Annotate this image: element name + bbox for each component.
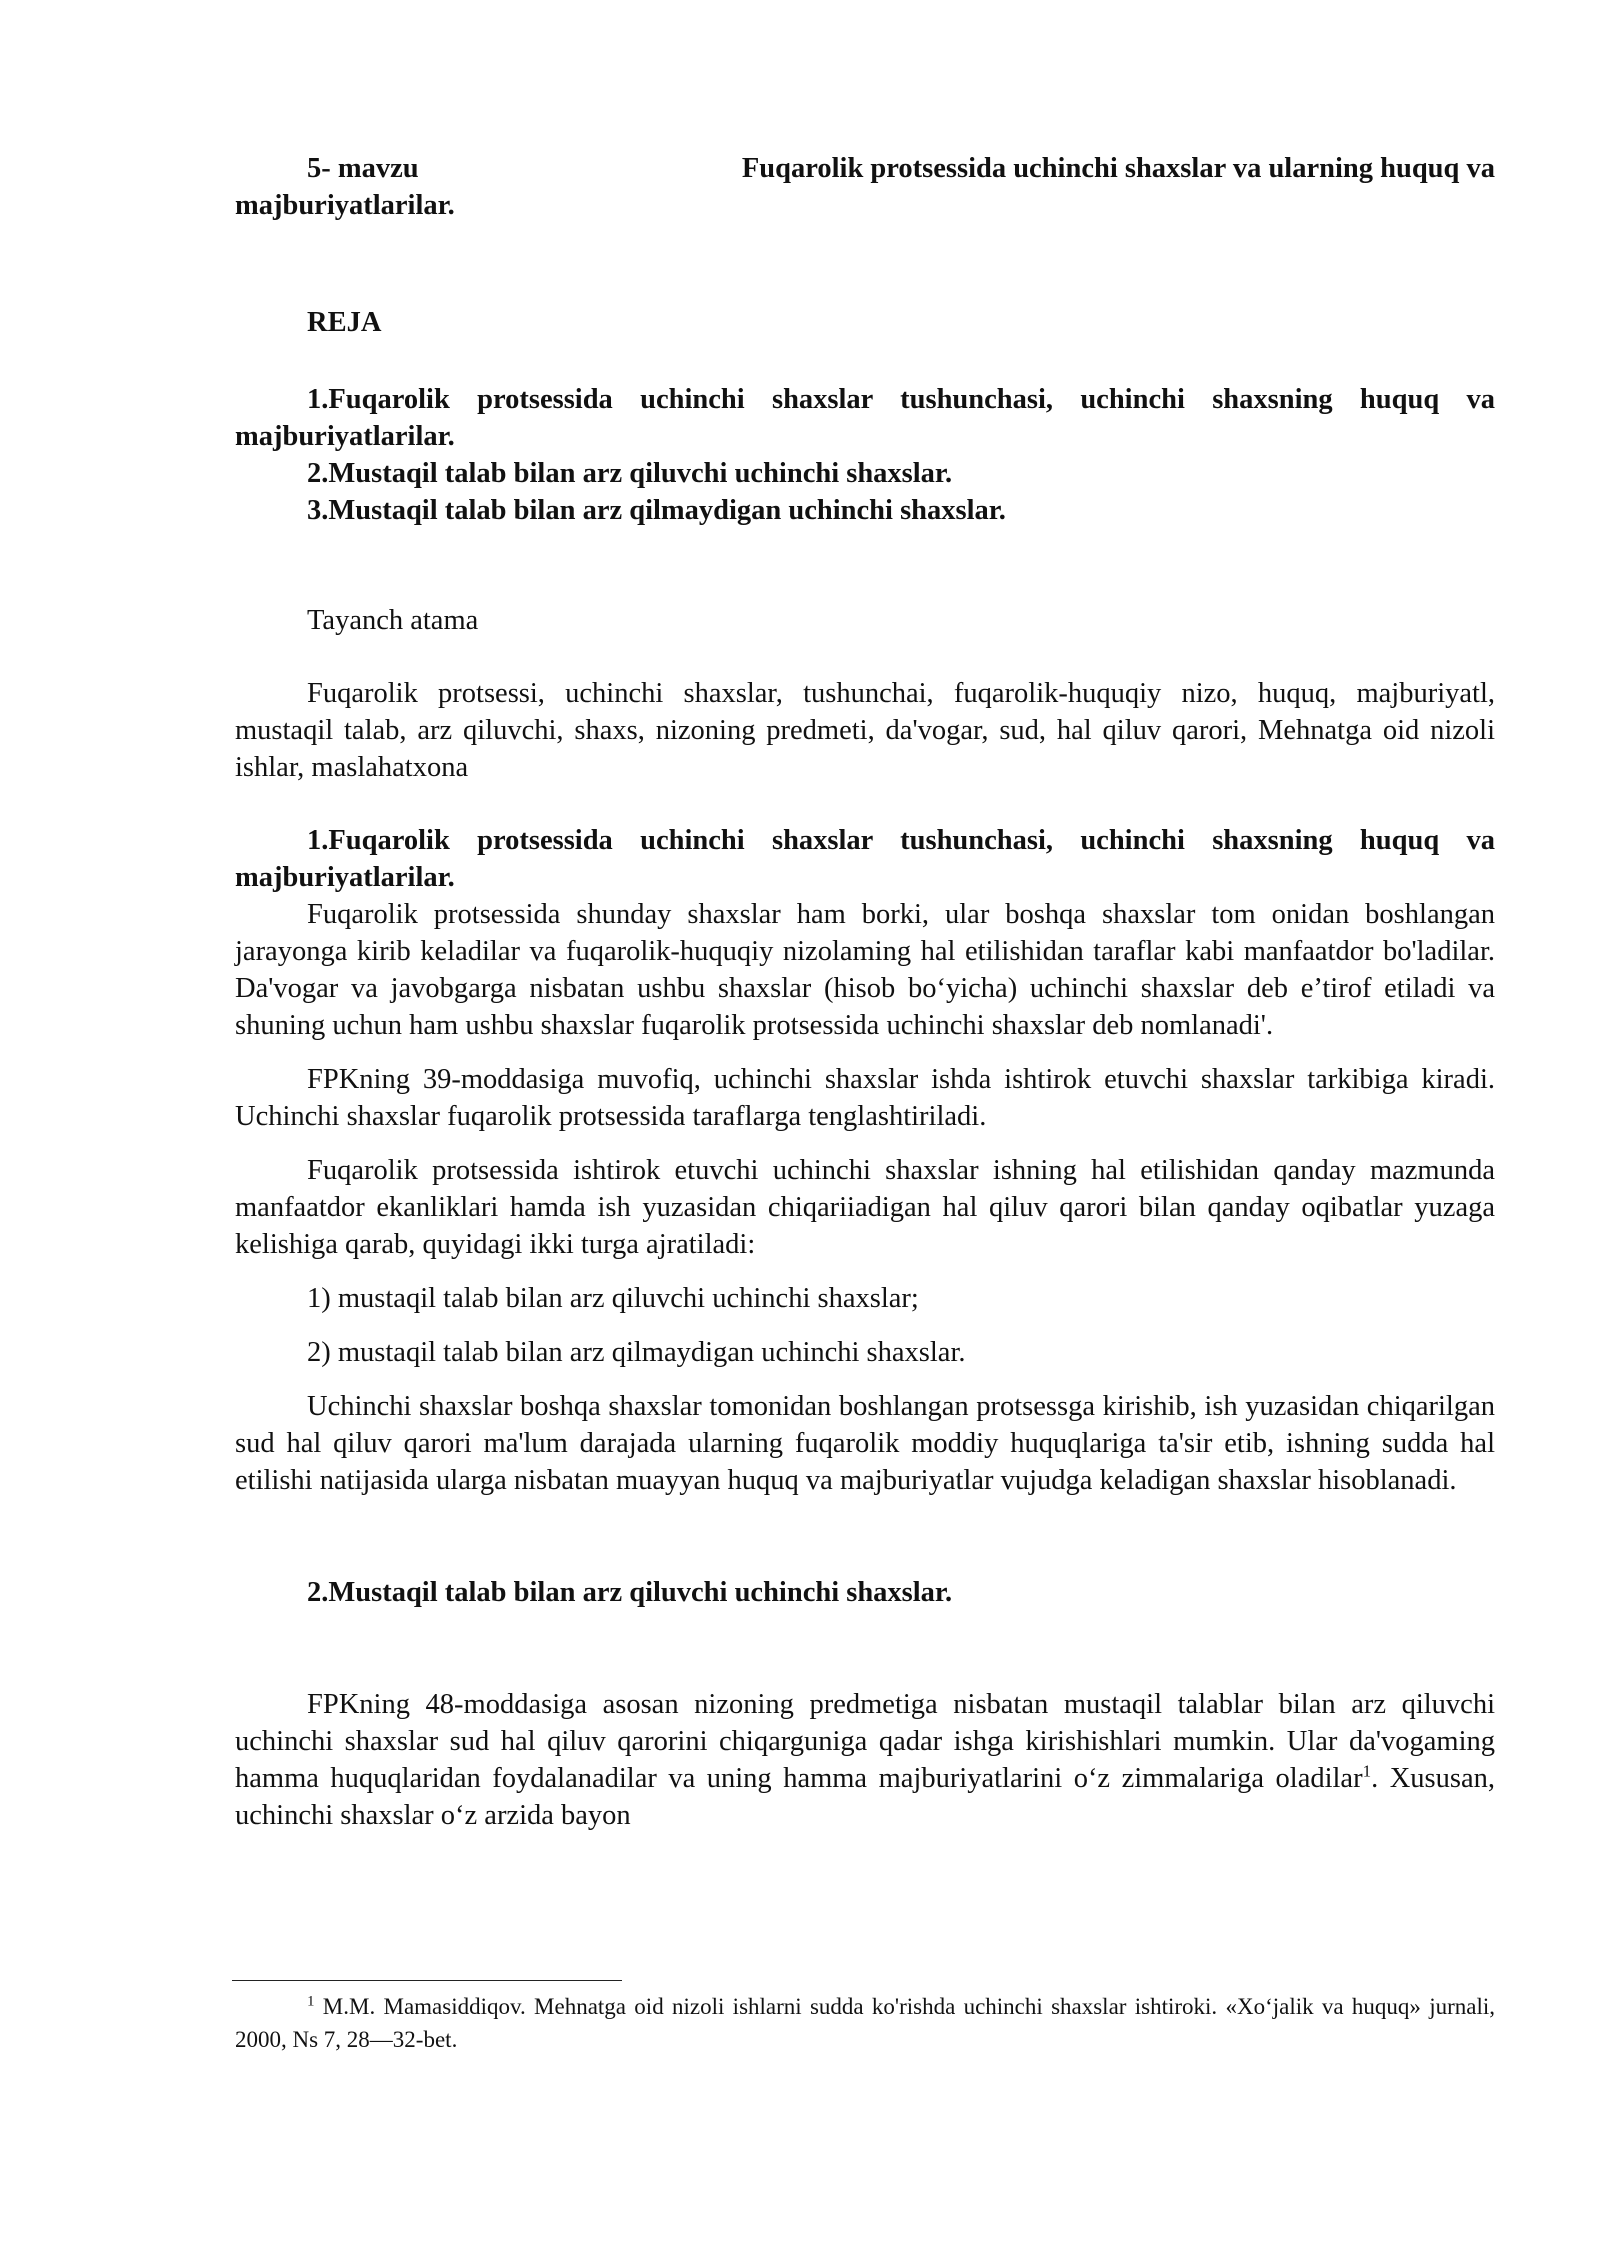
- topic-title-text: Fuqarolik protsessida uchinchi shaxslar va ularning huquq va: [741, 153, 1495, 184]
- section2-text: FPKning 48-moddasiga asosan nizoning predmetiga nisbatan mustaqil talablar bilan arz qiluvchi uchinchi shaxslar sud hal qiluv qarorini chiqarguniga qadar ishga kirishishlari mumkin. Ular da'vogaming hamma huquqlaridan foydalanadilar va uning hamma majburiyatlarini o‘z zimmalariga oladilar: [235, 1689, 1495, 1794]
- plan-item: 3.Mustaqil talab bilan arz qilmaydigan uchinchi shaxslar.: [307, 495, 1006, 526]
- topic-number: 5- mavzu: [307, 153, 419, 184]
- section1-paragraph: Uchinchi shaxslar boshqa shaxslar tomonidan boshlangan protsessga kirishib, ish yuzasidan chiqarilgan sud hal qiluv qarori ma'lum darajada ularning fuqarolik moddiy huquqlariga ta'sir etib, ishning sudda hal etilishi natijasida ularga nisbatan muayyan huquq va majburiyatlar vujudga keladigan shaxslar hisoblanadi.: [235, 1391, 1495, 1496]
- list-item: 2) mustaqil talab bilan arz qilmaydigan uchinchi shaxslar.: [307, 1337, 966, 1368]
- topic-title-continuation: majburiyatlarilar.: [235, 190, 455, 221]
- section2-text: . Xususan, uchinchi shaxslar o‘z arzida bayon: [235, 1763, 1495, 1831]
- plan-list: [235, 381, 1495, 529]
- section1-paragraph: FPKning 39-moddasiga muvofiq, uchinchi shaxslar ishda ishtirok etuvchi shaxslar tarkibiga kiradi. Uchinchi shaxslar fuqarolik protsessida taraflarga tenglashtiriladi.: [235, 1064, 1495, 1132]
- keywords-heading: Tayanch atama: [307, 605, 479, 636]
- section2-paragraph: [235, 1686, 1495, 1834]
- footnote: [235, 1990, 1495, 2056]
- document-page: [235, 150, 1495, 1834]
- section1-heading: 1.Fuqarolik protsessida uchinchi shaxslar tushunchasi, uchinchi shaxsning huquq va majburiyatlarilar.: [235, 825, 1495, 893]
- footnote-reference[interactable]: 1: [1362, 1761, 1372, 1781]
- section2-heading: 2.Mustaqil talab bilan arz qiluvchi uchinchi shaxslar.: [307, 1577, 953, 1608]
- footnote-text: M.M. Mamasiddiqov. Mehnatga oid nizoli ishlarni sudda ko'rishda uchinchi shaxslar ishtiroki. «Xo‘jalik va huquq» jurnali, 2000, Ns 7, 28—32-bet.: [235, 1994, 1495, 2052]
- plan-item: 1.Fuqarolik protsessida uchinchi shaxslar tushunchasi, uchinchi shaxsning huquq va majburiyatlarilar.: [235, 384, 1495, 452]
- keywords-text: Fuqarolik protsessi, uchinchi shaxslar, tushunchai, fuqarolik-huquqiy nizo, huquq, majburiyatl, mustaqil talab, arz qiluvchi, shaxs, nizoning predmeti, da'vogar, sud, hal qiluv qarori, Mehnatga oid nizoli ishlar, maslahatxona: [235, 678, 1495, 783]
- footnote-mark: 1: [307, 1993, 315, 2010]
- list-item: 1) mustaqil talab bilan arz qiluvchi uchinchi shaxslar;: [307, 1283, 919, 1314]
- footnote-separator: [232, 1980, 622, 1981]
- topic-title: [235, 150, 1495, 187]
- plan-heading: REJA: [307, 307, 382, 338]
- plan-item: 2.Mustaqil talab bilan arz qiluvchi uchinchi shaxslar.: [307, 458, 953, 489]
- section1-paragraph: Fuqarolik protsessida shunday shaxslar ham borki, ular boshqa shaxslar tom onidan boshlangan jarayonga kirib keladilar va fuqarolik-huquqiy nizolaming hal etilishidan taraflar kabi manfaatdor bo'ladilar. Da'vogar va javobgarga nisbatan ushbu shaxslar (hisob bo‘yicha) uchinchi shaxslar deb e’tirof etiladi va shuning uchun ham ushbu shaxslar fuqarolik protsessida uchinchi shaxslar deb nomlanadi'.: [235, 899, 1495, 1041]
- section1-paragraph: Fuqarolik protsessida ishtirok etuvchi uchinchi shaxslar ishning hal etilishidan qanday mazmunda manfaatdor ekanliklari hamda ish yuzasidan chiqariiadigan hal qiluv qarori bilan qanday oqibatlar yuzaga kelishiga qarab, quyidagi ikki turga ajratiladi:: [235, 1155, 1495, 1260]
